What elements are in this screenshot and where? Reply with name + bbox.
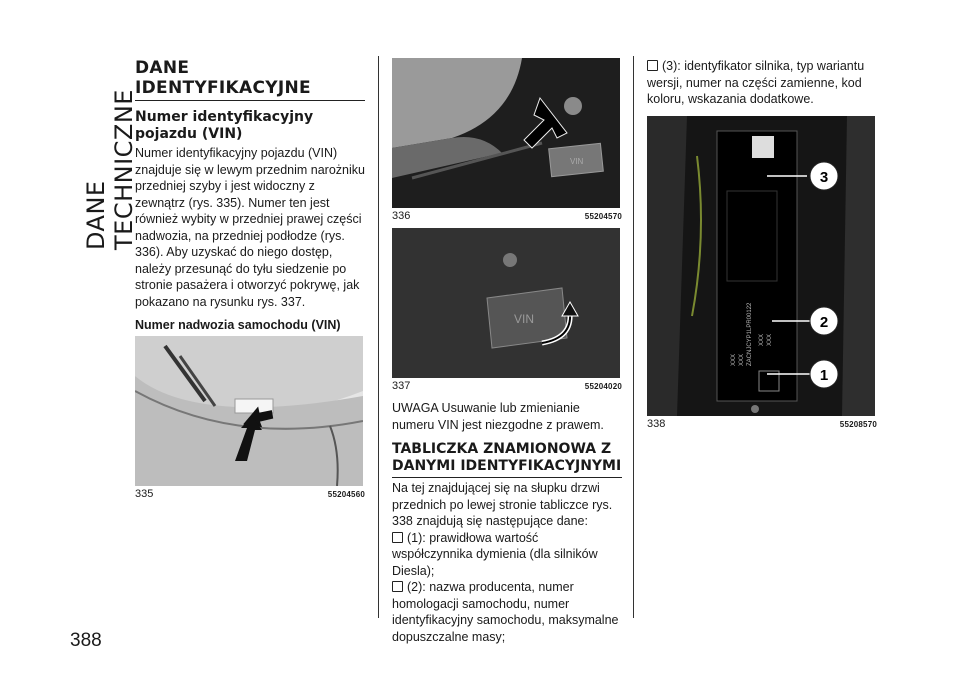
figure-335-windshield xyxy=(135,336,363,486)
figure-338-nameplate xyxy=(647,116,875,416)
bullet-icon xyxy=(392,532,403,543)
side-title: DANE TECHNICZNE xyxy=(82,89,138,250)
figure-338-caption xyxy=(647,418,877,430)
nameplate-paragraph: Na tej znajdującej się na słupku drzwi przednich po lewej stronie tabliczce rys. 338 znajdują się następujące dane: xyxy=(392,481,613,528)
vin-plate-text: VIN xyxy=(570,157,584,166)
figure-335-caption xyxy=(135,488,365,500)
cover-illustration xyxy=(392,228,620,378)
bullet-item-2 xyxy=(392,579,622,645)
vin-paragraph: Numer identyfikacyjny pojazdu (VIN) znajduje się w lewym przednim narożniku przedniej szyby i jest widoczny z zewnątrz (rys. 335). Numer ten jest również wybity w przedniej prawej części nadwozia, na przedniej podłodze (rys. 336). Aby uzyskać do niego dostęp, należy przesunąć do tyłu siedzenie po stronie pasażera i otworzyć pokrywę, jak pokazano na rysunku rys. 337. xyxy=(135,146,365,309)
figure-336-floor xyxy=(392,58,620,208)
page-number: 388 xyxy=(70,630,102,651)
section-underline xyxy=(392,477,622,478)
bullet-item-3 xyxy=(647,58,877,108)
column-1 xyxy=(135,58,365,500)
figure-number: 338 xyxy=(647,417,666,430)
column-divider xyxy=(378,56,379,618)
vin-plate-text: VIN xyxy=(514,312,535,326)
plate-line: XXX xyxy=(731,353,737,366)
callout-1: 1 xyxy=(819,366,829,384)
bullet-icon xyxy=(647,60,658,71)
nameplate-section-title: TABLICZKA ZNAMIONOWA Z DANYMI IDENTYFIKACYJNYMI xyxy=(392,441,622,474)
bullet-item-1 xyxy=(392,530,622,580)
figure-code: 55204560 xyxy=(327,490,365,499)
bullet-text: (2): nazwa producenta, numer homologacji samochodu, numer identyfikacyjny samochodu, maksymalne dopuszczalne masy; xyxy=(392,580,619,644)
figure-number: 336 xyxy=(392,210,411,222)
plate-line: XXX xyxy=(767,333,773,346)
bullet-icon xyxy=(392,581,403,592)
column-2 xyxy=(392,58,622,645)
figure-336-caption xyxy=(392,210,622,222)
column-3 xyxy=(647,58,877,430)
bullet-text: (1): prawidłowa wartość współczynnika dymienia (dla silników Diesla); xyxy=(392,530,598,578)
section-title: DANE IDENTYFIKACYJNE xyxy=(135,58,365,101)
figure-caption-heading: Numer nadwozia samochodu (VIN) xyxy=(135,318,341,332)
figure-number: 335 xyxy=(135,488,154,500)
plate-line: XXX xyxy=(759,333,765,346)
figure-number: 337 xyxy=(392,380,411,392)
figure-337-cover xyxy=(392,228,620,378)
warning-text: UWAGA Usuwanie lub zmienianie numeru VIN jest niezgodne z prawem. xyxy=(392,401,604,432)
callout-2: 2 xyxy=(819,313,829,331)
figure-code: 55204020 xyxy=(584,382,622,391)
bullet-text: (3): identyfikator silnika, typ wariantu wersji, numer na części zamienne, kod koloru, wskazania dodatkowe. xyxy=(647,59,865,106)
figure-code: 55208570 xyxy=(839,419,877,429)
figure-337-caption xyxy=(392,380,622,392)
nameplate-illustration xyxy=(647,116,875,416)
windshield-illustration xyxy=(135,336,363,486)
plate-vin-text: ZACNJCYP1LPR00122 xyxy=(747,302,753,366)
figure-code: 55204570 xyxy=(584,212,622,221)
callout-3: 3 xyxy=(819,168,829,186)
vin-subheading: Numer identyfikacyjny pojazdu (VIN) xyxy=(135,109,314,142)
plate-line: XXX xyxy=(739,353,745,366)
column-divider xyxy=(633,56,634,618)
floor-illustration xyxy=(392,58,620,208)
